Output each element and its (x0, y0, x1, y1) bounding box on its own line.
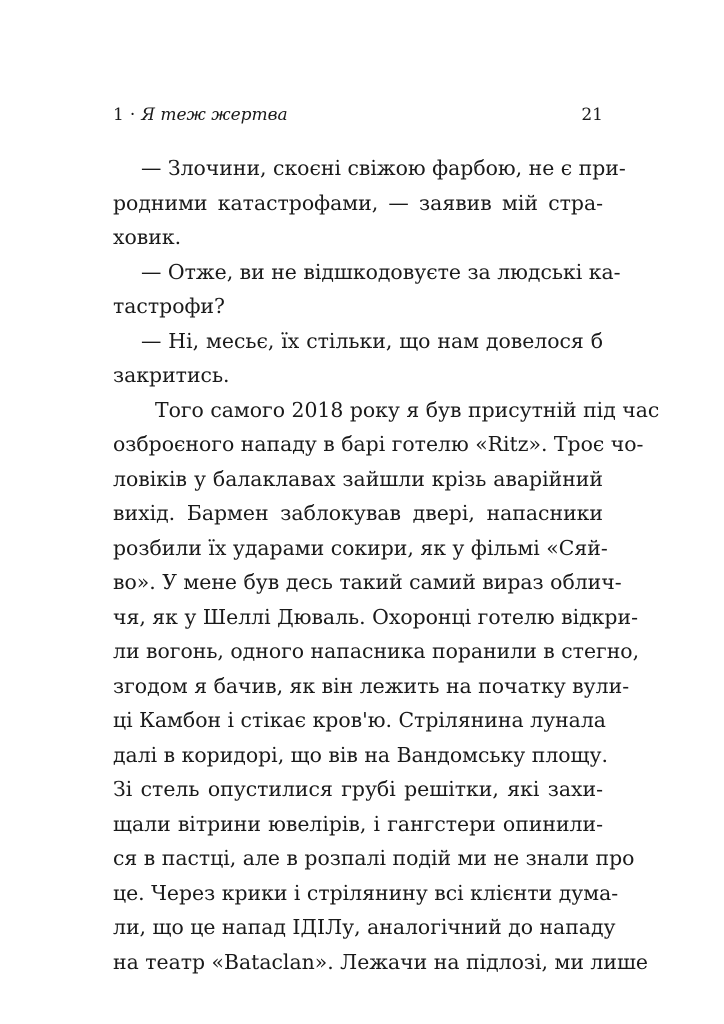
text-line: ловіків у балаклавах зайшли крізь аварійний (113, 466, 603, 491)
text-line: Того самого 2018 року я був присутній під час (155, 397, 660, 422)
text-line: ли вогонь, одного напасника поранили в стегно, (113, 639, 640, 663)
text-line: родними катастрофами, — заявив мій стра- (113, 190, 603, 215)
text-line: — Злочини, скоєні свіжою фарбою, не є при- (141, 156, 626, 180)
text-line: — Отже, ви не відшкодовуєте за людські ка- (141, 259, 621, 284)
text-line: — Ні, месьє, їх стільки, що нам довелося б (141, 328, 603, 353)
text-line: чя, як у Шеллі Дюваль. Охоронці готелю відкри- (113, 604, 638, 629)
text-line: Зі стель опустилися грубі решітки, які захи- (113, 777, 603, 801)
running-head-separator: · (129, 105, 136, 125)
text-line: на театр «Bataclan». Лежачи на підлозі, ми лише (113, 949, 648, 974)
body-text (113, 151, 660, 979)
text-line: ся в пастці, але в розпалі подій ми не знали про (113, 846, 635, 870)
text-line: далі в коридорі, що вів на Вандомську площу. (113, 742, 608, 767)
chapter-title: Я теж жертва (141, 105, 288, 125)
page-number: 21 (581, 105, 603, 125)
running-head-chapter (113, 103, 288, 127)
text-line: тастрофи? (113, 294, 225, 318)
text-line: во». У мене був десь такий самий вираз облич- (113, 570, 622, 594)
text-line: розбили їх ударами сокири, як у фільмі «Сяй- (113, 535, 608, 560)
text-line: згодом я бачив, як він лежить на початку вули- (113, 673, 630, 698)
running-head (113, 103, 603, 127)
text-line: ці Камбон і стікає кров'ю. Стрілянина лунала (113, 708, 606, 732)
text-line: озброєного нападу в барі готелю «Ritz». Троє чо- (113, 432, 644, 456)
text-line: щали вітрини ювелірів, і гангстери опинили- (113, 811, 603, 836)
text-line: ховик. (113, 225, 182, 249)
text-line: це. Через крики і стрілянину всі клієнти дума- (113, 880, 619, 905)
text-line: вихід. Бармен заблокував двері, напасники (113, 501, 603, 525)
chapter-number: 1 (113, 105, 124, 125)
text-line: ли, що це напад ІДІЛу, аналогічний до нападу (113, 915, 616, 939)
text-line: закритись. (113, 363, 230, 387)
